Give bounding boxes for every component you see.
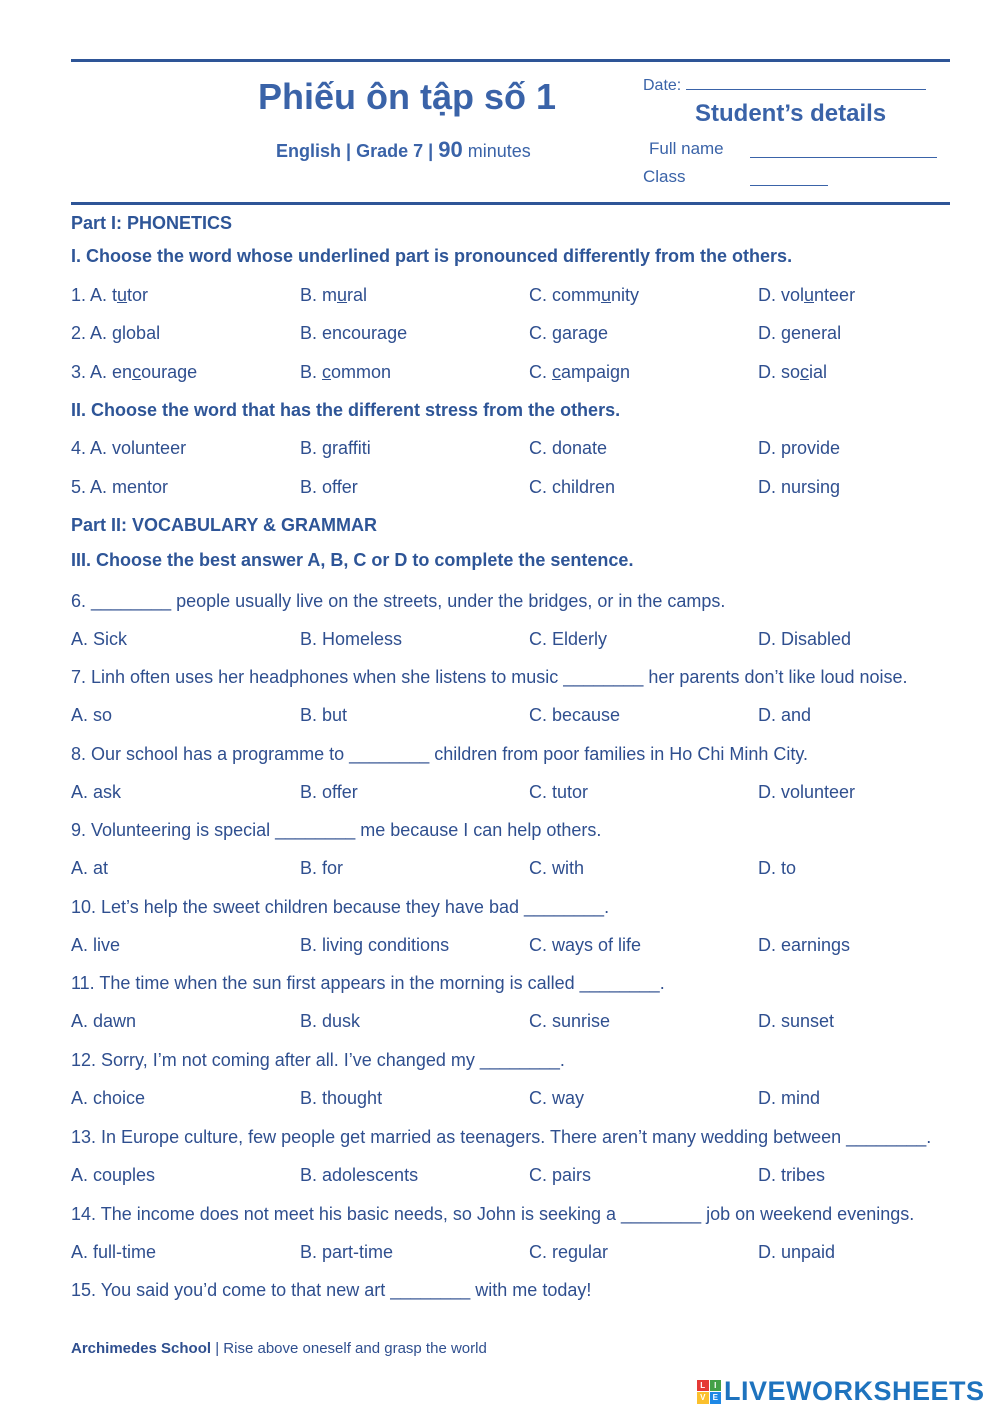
q6-option-a[interactable]: A. Sick [71,629,128,649]
q8-option-a[interactable]: A. ask [71,782,122,802]
section1-instruction: I. Choose the word whose underlined part is pronounced differently from the others. [71,246,793,266]
duration-unit: minutes [467,141,531,161]
q1-option-c[interactable]: C. community [529,285,640,305]
class-label: Class [643,167,686,186]
part2-heading: Part II: VOCABULARY & GRAMMAR [71,515,378,535]
q1-option-a[interactable]: 1. A. tutor [71,285,149,305]
header-top-rule [71,59,950,62]
question-text: 10. Let’s help the sweet children because they have bad ________. [71,897,610,917]
separator: | [346,141,352,161]
grade: Grade 7 [356,141,424,161]
q5-option-a[interactable]: 5. A. mentor [71,477,169,497]
q2-option-d[interactable]: D. general [758,323,842,343]
q6-option-d[interactable]: D. Disabled [758,629,852,649]
q4-option-c[interactable]: C. donate [529,438,608,458]
q12-option-c[interactable]: C. way [529,1088,585,1108]
q5-option-d[interactable]: D. nursing [758,477,841,497]
q3-option-a[interactable]: 3. A. encourage [71,362,198,382]
q13-option-c[interactable]: C. pairs [529,1165,592,1185]
q1-option-d[interactable]: D. volunteer [758,285,856,305]
date-row [643,75,926,95]
q7-option-a[interactable]: A. so [71,705,113,725]
q6-option-c[interactable]: C. Elderly [529,629,608,649]
separator: | [428,141,434,161]
section2-instruction: II. Choose the word that has the different stress from the others. [71,400,621,420]
school-name: Archimedes School [71,1340,212,1357]
q11-option-c[interactable]: C. sunrise [529,1011,611,1031]
q10-option-c[interactable]: C. ways of life [529,935,642,955]
q13-option-a[interactable]: A. couples [71,1165,156,1185]
q1-option-b[interactable]: B. mural [300,285,368,305]
q4-option-a[interactable]: 4. A. volunteer [71,438,187,458]
header-bottom-rule [71,202,950,205]
question-text: 6. ________ people usually live on the streets, under the bridges, or in the camps. [71,591,726,611]
question-text: 8. Our school has a programme to ________ children from poor families in Ho Chi Minh City. [71,744,809,764]
q10-option-a[interactable]: A. live [71,935,121,955]
date-field[interactable] [686,75,926,90]
q4-option-b[interactable]: B. graffiti [300,438,371,458]
question-text: 14. The income does not meet his basic needs, so John is seeking a ________ job on weekend evenings. [71,1204,915,1224]
section3-instruction: III. Choose the best answer A, B, C or D to complete the sentence. [71,550,634,570]
question-text: 7. Linh often uses her headphones when she listens to music ________ her parents don’t like loud noise. [71,667,908,687]
q2-option-c[interactable]: C. garage [529,323,609,343]
q10-option-d[interactable]: D. earnings [758,935,851,955]
q3-option-d[interactable]: D. social [758,362,828,382]
subject: English [276,141,342,161]
q2-option-b[interactable]: B. encourage [300,323,408,343]
footer [71,1340,487,1357]
fullname-row [649,139,724,159]
q13-option-b[interactable]: B. adolescents [300,1165,419,1185]
liveworksheets-logo[interactable] [697,1376,985,1407]
part1-heading: Part I: PHONETICS [71,213,233,233]
q8-option-c[interactable]: C. tutor [529,782,589,802]
date-label: Date: [643,77,682,94]
q3-option-c[interactable]: C. campaign [529,362,631,382]
question-text: 11. The time when the sun first appears in the morning is called ________. [71,973,665,993]
q9-option-b[interactable]: B. for [300,858,344,878]
question-text: 9. Volunteering is special ________ me because I can help others. [71,820,602,840]
liveworksheets-logo-text: LIVEWORKSHEETS [724,1376,985,1406]
fullname-label: Full name [649,139,724,158]
subtitle [276,137,531,163]
q9-option-c[interactable]: C. with [529,858,585,878]
q10-option-b[interactable]: B. living conditions [300,935,450,955]
q5-option-c[interactable]: C. children [529,477,616,497]
q9-option-a[interactable]: A. at [71,858,109,878]
q9-option-d[interactable]: D. to [758,858,797,878]
page-title: Phiếu ôn tập số 1 [258,76,557,117]
q12-option-b[interactable]: B. thought [300,1088,383,1108]
footer-separator: | [215,1340,220,1357]
question-text: 12. Sorry, I’m not coming after all. I’ve changed my ________. [71,1050,565,1070]
q7-option-b[interactable]: B. but [300,705,348,725]
q14-option-b[interactable]: B. part-time [300,1242,394,1262]
q2-option-a[interactable]: 2. A. global [71,323,161,343]
q14-option-d[interactable]: D. unpaid [758,1242,836,1262]
q8-option-d[interactable]: D. volunteer [758,782,856,802]
duration: 90 [438,137,463,162]
q11-option-d[interactable]: D. sunset [758,1011,835,1031]
q14-option-a[interactable]: A. full-time [71,1242,157,1262]
question-text: 13. In Europe culture, few people get married as teenagers. There aren’t many wedding between ________. [71,1127,932,1147]
student-details-heading: Student’s details [695,100,887,127]
q13-option-d[interactable]: D. tribes [758,1165,826,1185]
q14-option-c[interactable]: C. regular [529,1242,609,1262]
q12-option-d[interactable]: D. mind [758,1088,821,1108]
question-text: 15. You said you’d come to that new art ________ with me today! [71,1280,592,1300]
class-field[interactable] [750,171,828,186]
liveworksheets-logo-icon: L I V E [697,1380,721,1404]
q7-option-d[interactable]: D. and [758,705,812,725]
school-motto: Rise above oneself and grasp the world [223,1340,487,1357]
class-row [643,167,686,187]
q8-option-b[interactable]: B. offer [300,782,358,802]
q5-option-b[interactable]: B. offer [300,477,358,497]
fullname-field[interactable] [750,143,937,158]
q7-option-c[interactable]: C. because [529,705,621,725]
q4-option-d[interactable]: D. provide [758,438,841,458]
q12-option-a[interactable]: A. choice [71,1088,146,1108]
q11-option-a[interactable]: A. dawn [71,1011,137,1031]
q6-option-b[interactable]: B. Homeless [300,629,403,649]
q3-option-b[interactable]: B. common [300,362,392,382]
q11-option-b[interactable]: B. dusk [300,1011,361,1031]
